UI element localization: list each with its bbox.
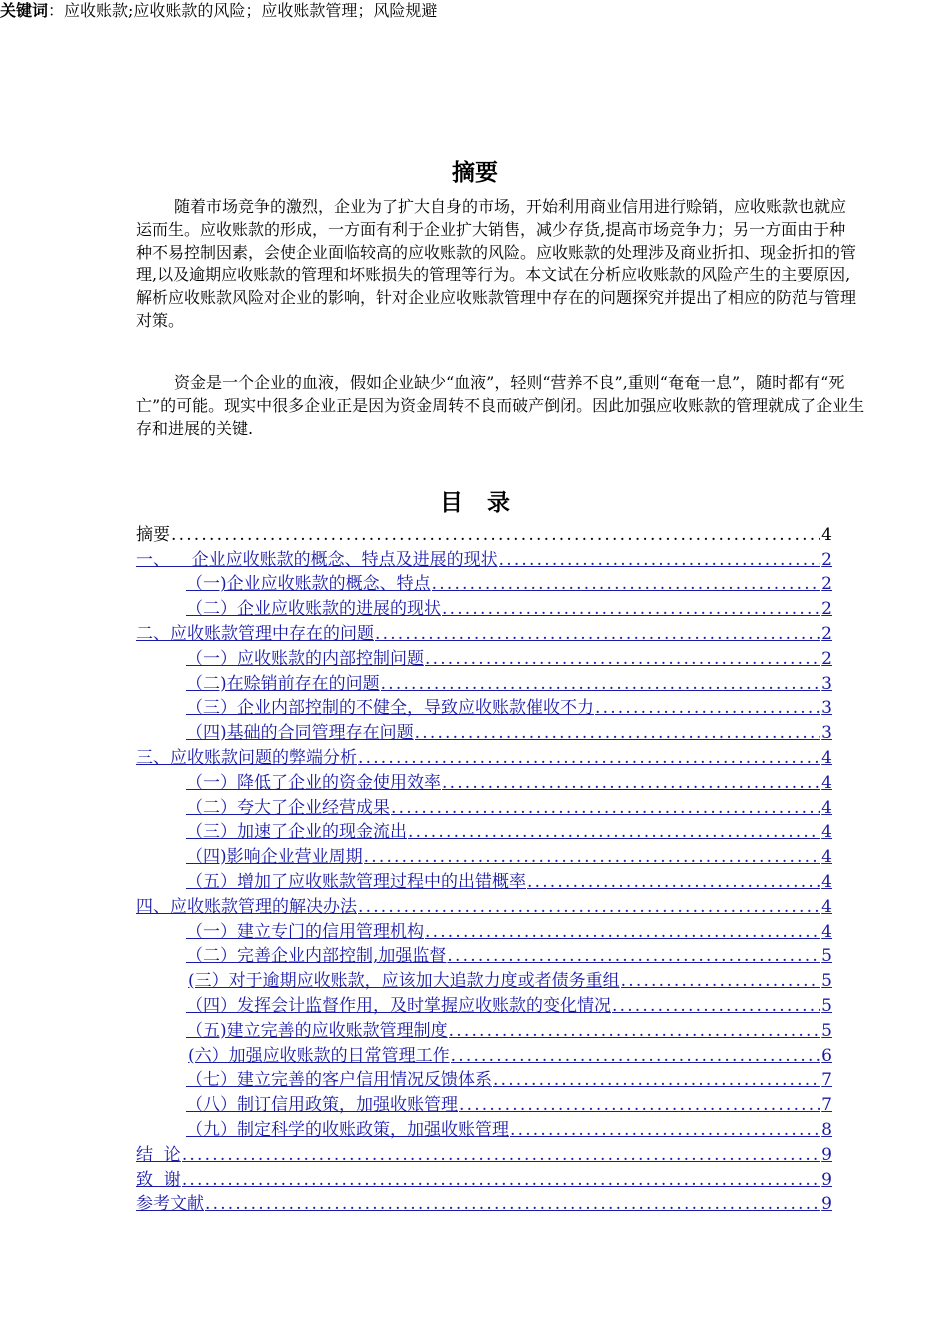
toc-entry-page: 4 bbox=[821, 797, 832, 818]
toc-entry[interactable] bbox=[136, 892, 832, 917]
toc-entry-title: 一、 企业应收账款的概念、特点及进展的现状 bbox=[136, 549, 498, 570]
keywords-text: ：应收账款;应收账款的风险；应收账款管理；风险规避 bbox=[48, 1, 438, 20]
toc-entry-title: （五)建立完善的应收账款管理制度 bbox=[186, 1020, 448, 1041]
toc-dot-leader bbox=[442, 599, 820, 619]
toc-entry-title: （三）企业内部控制的不健全，导致应收账款催收不力 bbox=[186, 698, 594, 719]
toc-entry-title: （一）应收账款的内部控制问题 bbox=[186, 648, 424, 669]
keywords-label: 关键词 bbox=[0, 1, 49, 20]
toc-entry[interactable] bbox=[136, 1190, 832, 1215]
toc-entry-page: 7 bbox=[821, 1095, 832, 1116]
toc-dot-leader bbox=[358, 897, 820, 917]
toc-dot-leader bbox=[595, 698, 820, 718]
toc-dot-leader bbox=[447, 946, 820, 966]
toc-entry[interactable] bbox=[136, 867, 832, 892]
toc-dot-leader bbox=[205, 1194, 820, 1214]
toc-entry[interactable] bbox=[136, 1140, 832, 1165]
toc-dot-leader bbox=[449, 1021, 821, 1041]
toc-dot-leader bbox=[493, 1070, 820, 1090]
toc-dot-leader bbox=[510, 1120, 820, 1140]
toc-entry[interactable] bbox=[136, 966, 832, 991]
toc-entry[interactable] bbox=[136, 1165, 832, 1190]
toc-entry-title: (六）加强应收账款的日常管理工作 bbox=[188, 1045, 450, 1066]
toc-entry[interactable] bbox=[136, 1090, 832, 1115]
toc-entry-page: 7 bbox=[821, 1070, 832, 1091]
toc-entry[interactable] bbox=[136, 1115, 832, 1140]
toc-entry-page: 8 bbox=[821, 1119, 832, 1140]
toc-entry[interactable] bbox=[136, 1041, 832, 1066]
toc-entry-title: （一）降低了企业的资金使用效率 bbox=[186, 772, 441, 793]
toc-entry[interactable] bbox=[136, 669, 832, 694]
toc-entry-title: 摘要 bbox=[136, 524, 170, 545]
toc-entry-title: 二、应收账款管理中存在的问题 bbox=[136, 623, 374, 644]
toc-dot-leader bbox=[451, 1046, 821, 1066]
toc-entry-page: 3 bbox=[821, 698, 832, 719]
toc-entry-title: （一）建立专门的信用管理机构 bbox=[186, 921, 424, 942]
toc-entry-page: 9 bbox=[821, 1169, 832, 1190]
toc-entry-title: （七）建立完善的客户信用情况反馈体系 bbox=[186, 1070, 492, 1091]
toc-entry-page: 4 bbox=[821, 747, 832, 768]
toc-entry[interactable] bbox=[136, 619, 832, 644]
toc-dot-leader bbox=[182, 1170, 820, 1190]
toc-dot-leader bbox=[381, 674, 821, 694]
toc-dot-leader bbox=[415, 723, 821, 743]
toc-entry-page: 9 bbox=[821, 1194, 832, 1215]
toc-entry-title: (三）对于逾期应收账款，应该加大追款力度或者债务重组 bbox=[188, 971, 620, 992]
toc-entry[interactable] bbox=[136, 594, 832, 619]
toc-entry-page: 2 bbox=[821, 623, 832, 644]
toc-entry-page: 5 bbox=[821, 946, 832, 967]
toc-dot-leader bbox=[459, 1095, 820, 1115]
toc-entry[interactable] bbox=[136, 793, 832, 818]
toc-entry-page: 2 bbox=[821, 549, 832, 570]
toc-entry-title: 结 论 bbox=[136, 1144, 181, 1165]
toc-entry[interactable] bbox=[136, 917, 832, 942]
toc-entry-title: （四)基础的合同管理存在问题 bbox=[186, 723, 414, 744]
toc-entry-page: 4 bbox=[821, 524, 832, 545]
toc-entry-page: 5 bbox=[821, 1020, 832, 1041]
toc-dot-leader bbox=[527, 872, 820, 892]
toc-dot-leader bbox=[425, 649, 820, 669]
toc-entry-title: 三、应收账款问题的弊端分析 bbox=[136, 747, 357, 768]
toc-entry-title: （二）完善企业内部控制,加强监督 bbox=[186, 946, 447, 967]
toc-dot-leader bbox=[621, 971, 821, 991]
toc-entry-title: 参考文献 bbox=[136, 1194, 204, 1215]
toc-entry-page: 4 bbox=[821, 847, 832, 868]
toc-entry-page: 2 bbox=[821, 574, 832, 595]
toc-entry-title: （四)影响企业营业周期 bbox=[186, 847, 363, 868]
toc-entry[interactable] bbox=[136, 743, 832, 768]
toc-dot-leader bbox=[408, 822, 820, 842]
table-of-contents bbox=[136, 520, 832, 1214]
toc-entry-title: （九）制定科学的收账政策，加强收账管理 bbox=[186, 1119, 509, 1140]
toc-entry-page: 6 bbox=[821, 1045, 832, 1066]
toc-entry[interactable] bbox=[136, 1066, 832, 1091]
toc-entry-title: 致 谢 bbox=[136, 1169, 181, 1190]
toc-dot-leader bbox=[442, 773, 820, 793]
toc-entry[interactable] bbox=[136, 842, 832, 867]
toc-entry[interactable] bbox=[136, 545, 832, 570]
toc-entry bbox=[136, 520, 832, 545]
toc-entry[interactable] bbox=[136, 694, 832, 719]
toc-entry-title: （四）发挥会计监督作用，及时掌握应收账款的变化情况 bbox=[186, 995, 611, 1016]
toc-entry-title: （三）加速了企业的现金流出 bbox=[186, 822, 407, 843]
toc-dot-leader bbox=[432, 574, 821, 594]
toc-dot-leader bbox=[391, 798, 820, 818]
toc-entry-page: 3 bbox=[821, 723, 832, 744]
toc-entry[interactable] bbox=[136, 768, 832, 793]
toc-entry-title: （二)在赊销前存在的问题 bbox=[186, 673, 380, 694]
toc-dot-leader bbox=[182, 1145, 820, 1165]
toc-entry[interactable] bbox=[136, 570, 832, 595]
toc-title: 目录 bbox=[440, 490, 534, 516]
toc-entry-page: 5 bbox=[821, 995, 832, 1016]
toc-entry[interactable] bbox=[136, 644, 832, 669]
toc-entry-page: 9 bbox=[821, 1144, 832, 1165]
toc-entry[interactable] bbox=[136, 718, 832, 743]
toc-entry-page: 5 bbox=[821, 971, 832, 992]
toc-dot-leader bbox=[358, 748, 820, 768]
toc-dot-leader bbox=[364, 847, 821, 867]
toc-entry-page: 2 bbox=[821, 648, 832, 669]
toc-entry-page: 4 bbox=[821, 921, 832, 942]
abstract-title: 摘要 bbox=[452, 160, 498, 186]
abstract-paragraph-2: 资金是一个企业的血液，假如企业缺少“血液”，轻则“营养不良”,重则“奄奄一息”，随时都有“死亡”的可能。现实中很多企业正是因为资金周转不良而破产倒闭。因此加强应收账款的管理就成了企业生存和进展的关键. bbox=[136, 373, 865, 438]
toc-entry-page: 4 bbox=[821, 822, 832, 843]
toc-entry[interactable] bbox=[136, 991, 832, 1016]
toc-dot-leader bbox=[499, 550, 821, 570]
toc-entry[interactable] bbox=[136, 942, 832, 967]
toc-entry-page: 4 bbox=[821, 871, 832, 892]
toc-entry-title: （五）增加了应收账款管理过程中的出错概率 bbox=[186, 871, 526, 892]
toc-entry-title: （二）夸大了企业经营成果 bbox=[186, 797, 390, 818]
toc-dot-leader bbox=[375, 624, 820, 644]
toc-entry-page: 3 bbox=[821, 673, 832, 694]
toc-dot-leader bbox=[171, 525, 820, 545]
toc-entry-title: 四、应收账款管理的解决办法 bbox=[136, 896, 357, 917]
toc-entry-page: 4 bbox=[821, 772, 832, 793]
toc-entry-page: 4 bbox=[821, 896, 832, 917]
toc-entry[interactable] bbox=[136, 818, 832, 843]
toc-entry-title: （二）企业应收账款的进展的现状 bbox=[186, 599, 441, 620]
toc-dot-leader bbox=[425, 922, 820, 942]
toc-dot-leader bbox=[612, 996, 820, 1016]
toc-entry-title: （一)企业应收账款的概念、特点 bbox=[186, 574, 431, 595]
toc-entry-page: 2 bbox=[821, 599, 832, 620]
keywords-line bbox=[0, 0, 950, 22]
abstract-paragraph-1: 随着市场竞争的激烈，企业为了扩大自身的市场，开始利用商业信用进行赊销，应收账款也就应运而生。应收账款的形成，一方面有利于企业扩大销售，减少存货,提高市场竞争力；另一方面由于种种不易控制因素，会使企业面临较高的应收账款的风险。应收账款的处理涉及商业折扣、现金折扣的管理,以及逾期应收账款的管理和坏账损失的管理等行为。本文试在分析应收账款的风险产生的主要原因,解析应收账款风险对企业的影响，针对企业应收账款管理中存在的问题探究并提出了相应的防范与管理对策。 bbox=[136, 197, 857, 330]
toc-entry[interactable] bbox=[136, 1016, 832, 1041]
toc-entry-title: （八）制订信用政策，加强收账管理 bbox=[186, 1095, 458, 1116]
